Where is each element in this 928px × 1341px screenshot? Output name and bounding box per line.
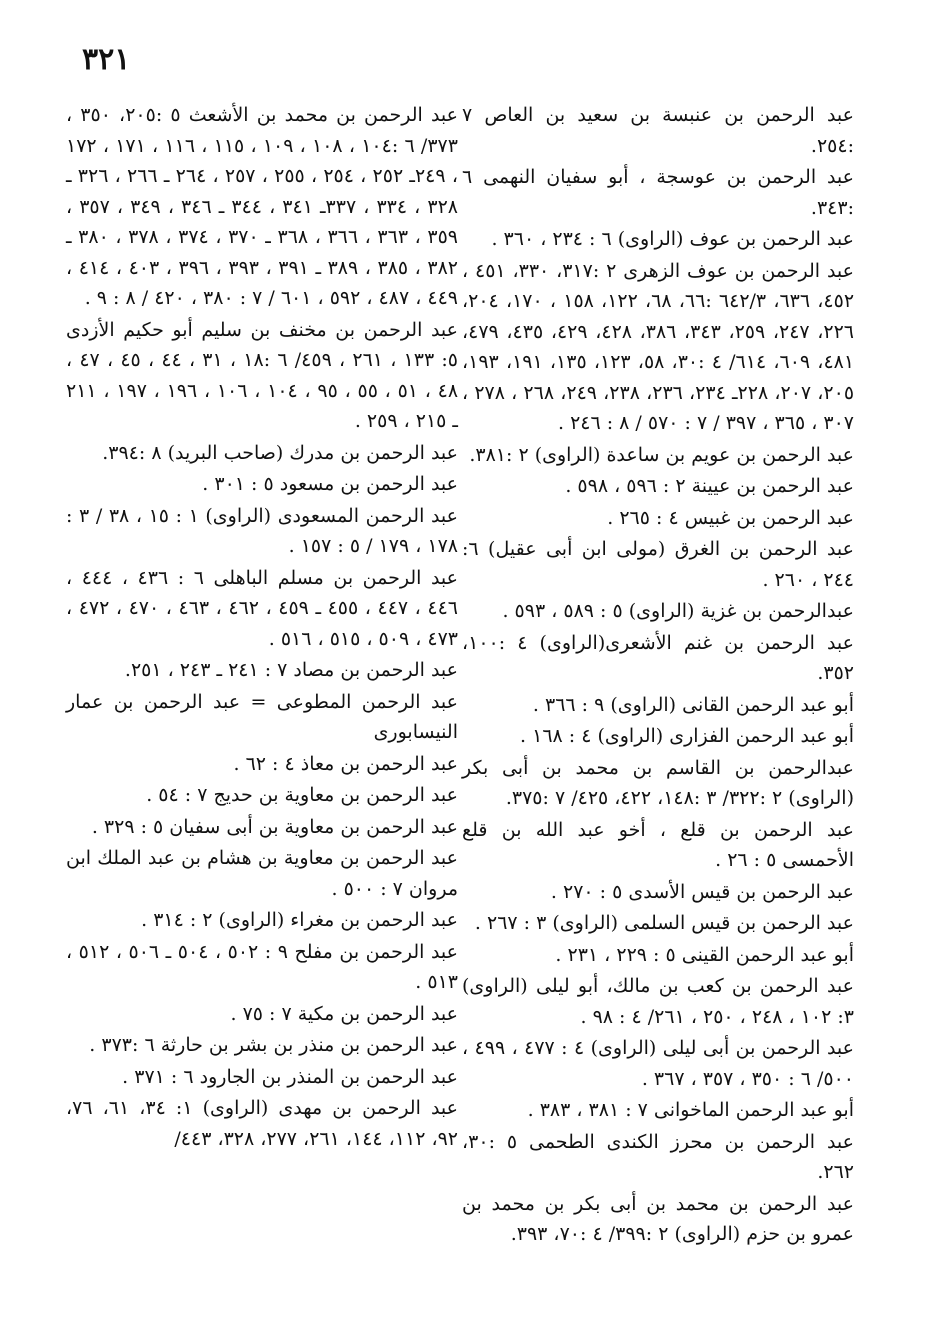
index-entry: عبد الرحمن بن عوسجة ، أبو سفيان النهمى ٦ :٣٤٣. — [462, 166, 854, 219]
index-entry: عبد الرحمن بن الغرق (مولى ابن أبى عقيل) ٦: ٢٤٤ ، ٢٦٠ . — [462, 538, 854, 591]
index-entry: عبد الرحمن بن عنبسة بن سعيد بن العاص ٧ :٢٥٤. — [462, 104, 854, 157]
index-entry: عبد الرحمن بن محمد بن أبى بكر بن محمد بن عمرو بن حزم (الراوى) ٢ :٣٩٩/ ٤ :٧٠، ٣٩٣. — [462, 1192, 854, 1245]
index-entry: عبد الرحمن بن عويم بن ساعدة (الراوى) ٢ :٣٨١. — [469, 443, 854, 466]
index-entry: أبو عبد الرحمن الفزارى (الراوى) ٤ : ١٦٨ . — [520, 725, 854, 747]
page-number: ٣٢١ — [82, 42, 131, 77]
index-entry: عبد الرحمن بن غنم الأشعرى(الراوى) ٤ :١٠٠، ٣٥٢. — [462, 631, 854, 684]
index-entry: عبد الرحمن بن مكية ٧ : ٧٥ . — [230, 1002, 458, 1025]
index-entry: عبد الرحمن بن عيينة ٢ : ٥٩٦ ، ٥٩٨ . — [565, 475, 854, 497]
index-entry: عبد الرحمن بن مصاد ٧ : ٢٤١ ـ ٢٤٣ ، ٢٥١. — [124, 659, 458, 681]
index-entry: عبد الرحمن المسعودى (الراوى) ١ : ١٥ ، ٣٨ / ٣ : ١٧٨ ، ١٧٩ / ٥ : ١٥٧ . — [66, 504, 458, 557]
index-entry: أبو عبد الرحمن القينى ٥ : ٢٢٩ ، ٢٣١ . — [555, 943, 854, 966]
index-entry: عبد الرحمن بن معاوية بن أبى سفيان ٥ : ٣٢٩ . — [91, 815, 458, 838]
index-entry: عبد الرحمن بن مغراء (الراوى) ٢ : ٣١٤ . — [141, 909, 458, 931]
index-entry: عبد الرحمن بن معاوية بن هشام بن عبد الملك ابن مروان ٧ : ٥٠٠ . — [66, 847, 458, 900]
index-entry: عبد الرحمن بن قلع ، أخو عبد الله بن قلع الأحمسى ٥ : ٢٦ . — [462, 818, 854, 871]
index-entry: عبد الرحمن بن محمد بن الأشعث ٥ :٢٠٥، ٣٥٠ ، ٣٧٣/ ٦ :١٠٤ ، ١٠٨ ، ١٠٩ ، ١١٥ ، ١١٦ ، ١٧١ ، ١٧٢ ، ٢٤٩ـ ٢٥٢ ، ٢٥٤ ، ٢٥٥ ، ٢٥٧ ، ٢٦٤ ـ ٢٦٦ ، ٣٢٦ ـ ٣٢٨ ، ٣٣٤ ، ٣٣٧ـ ٣٤١ ، ٣٤٤ ـ ٣٤٦ ، ٣٤٩ ، ٣٥٧ ، ٣٥٩ ، ٣٦٣ ، ٣٦٦ ، ٣٦٨ ـ ٣٧٠ ، ٣٧٤ ، ٣٧٨ ، ٣٨٠ ـ ٣٨٢ ، ٣٨٥ ، ٣٨٩ ـ ٣٩١ ، ٣٩٣ ، ٣٩٦ ، ٤٠٣ ، ٤١٤ ، ٤٤٩ ، ٤٨٧ ، ٥٩٢ ، ٦٠١ / ٧ : ٣٨٠ ، ٤٢٠ / ٨ : ٩ . — [66, 104, 459, 309]
index-entry: عبد الرحمن بن عوف الزهرى ٢ :٣١٧، ٣٣٠، ٤٥١ ، ٤٥٢، ٦٣٦، ٦٤٢/٣ :٦٦، ٦٨، ١٢٢، ١٥٨ ، ١٧٠، ٢٠٤، ٢٢٦، ٢٤٧، ٢٥٩، ٣٤٣، ٣٨٦، ٤٢٨، ٤٢٩، ٤٣٥، ٤٧٩، ٤٨١، ٦٠٩، ٦١٤/ ٤ :٣٠، ٥٨، ١٢٣، ١٣٥، ١٩١، ١٩٣، ٢٠٥، ٢٠٧، ٢٢٨ـ ٢٣٤، ٢٣٦، ٢٣٨، ٢٤٩، ٢٦٨ ، ٢٧٨ ، ٣٠٧ ، ٣٦٥ ، ٣٩٧ / ٧ : ٥٧٠ / ٨ : ٢٤٦ . — [462, 259, 855, 434]
index-entry: عبد الرحمن بن مدرك (صاحب البريد) ٨ :٣٩٤. — [102, 441, 458, 464]
index-entry: عبد الرحمن المطوعى = عبد الرحمن بن عمار النيسابورى — [66, 690, 458, 743]
index-entry: عبد الرحمن بن منذر بن بشر بن حارثة ٦ :٣٧٣ . — [89, 1034, 458, 1056]
index-entry: عبد الرحمن بن عوف (الراوى) ٦ : ٢٣٤ ، ٣٦٠ . — [491, 228, 854, 250]
index-entry: عبد الرحمن بن غبيس ٤ : ٢٦٥ . — [607, 506, 854, 529]
index-entry: أبو عبد الرحمن الماخوانى ٧ : ٣٨١ ، ٣٨٣ . — [527, 1099, 854, 1121]
index-column-right — [462, 100, 854, 1251]
index-entry: عبدالرحمن بن غزية (الراوى) ٥ : ٥٨٩ ، ٥٩٣ . — [502, 600, 854, 622]
index-entry: عبد الرحمن بن كعب بن مالك، أبو ليلى (الراوى) ٣: ١٠٢ ، ٢٤٨ ، ٢٥٠ ، ٢٦١/ ٤ : ٩٨ . — [462, 975, 854, 1028]
index-entry: عبدالرحمن بن القاسم بن محمد بن أبى بكر (الراوى) ٢ :٣٢٢/ ٣ :١٤٨، ٤٢٢، ٤٢٥/ ٧ :٣٧٥. — [462, 756, 854, 809]
index-entry: عبد الرحمن بن قيس السلمى (الراوى) ٣ : ٢٦٧ . — [474, 912, 854, 934]
index-entry: عبد الرحمن بن محرز الكندى الطحمى ٥ :٣٠، ٢٦٢. — [462, 1130, 854, 1183]
index-entry: عبد الرحمن بن مهدى (الراوى) ١: ٣٤، ٦١، ٧٦، ٩٢، ١١٢، ١٤٤، ٢٦١، ٢٧٧، ٣٢٨، ٤٤٣/ — [66, 1097, 459, 1150]
index-entry: عبد الرحمن بن معاذ ٤ : ٦٢ . — [233, 752, 458, 775]
index-entry: عبد الرحمن بن مفلح ٩ : ٥٠٢ ، ٥٠٤ ـ ٥٠٦ ، ٥١٢ ، ٥١٣ . — [66, 940, 459, 993]
index-entry: عبد الرحمن بن مسلم الباهلى ٦ : ٤٣٦ ، ٤٤٤ ، ٤٤٦ ، ٤٤٧ ، ٤٥٥ ـ ٤٥٩ ، ٤٦٢ ، ٤٦٣ ، ٤٧٠ ، ٤٧٢ ، ٤٧٣ ، ٥٠٩ ، ٥١٥ ، ٥١٦ . — [66, 566, 458, 650]
index-entry: عبد الرحمن بن قيس الأسدى ٥ : ٢٧٠ . — [550, 880, 854, 903]
index-entry: عبد الرحمن بن معاوية بن حديج ٧ : ٥٤ . — [146, 784, 458, 806]
index-entry: عبد الرحمن بن أبى ليلى (الراوى) ٤ : ٤٧٧ ، ٤٩٩ ، ٥٠٠/ ٦ : ٣٥٠ ، ٣٥٧ ، ٣٦٧ . — [462, 1037, 854, 1090]
index-entry: عبد الرحمن بن مسعود ٥ : ٣٠١ . — [202, 473, 458, 495]
index-entry: أبو عبد الرحمن القانى (الراوى) ٩ : ٣٦٦ . — [532, 693, 854, 716]
index-entry: عبد الرحمن بن مخنف بن سليم أبو حكيم الأزدى ٥: ١٣٣ ، ٢٦١ ، ٤٥٩/ ٦ :١٨ ، ٣١ ، ٤٤ ، ٤٥ ، ٤٧ ، ٤٨ ، ٥١ ، ٥٥ ، ٩٥ ، ١٠٤ ، ١٠٦ ، ١٩٦ ، ١٩٧ ، ٢١١ ـ ٢١٥ ، ٢٥٩ . — [66, 318, 459, 432]
index-column-left — [66, 100, 458, 1155]
index-entry: عبد الرحمن بن المنذر بن الجارود ٦ : ٣٧١ . — [122, 1065, 458, 1088]
